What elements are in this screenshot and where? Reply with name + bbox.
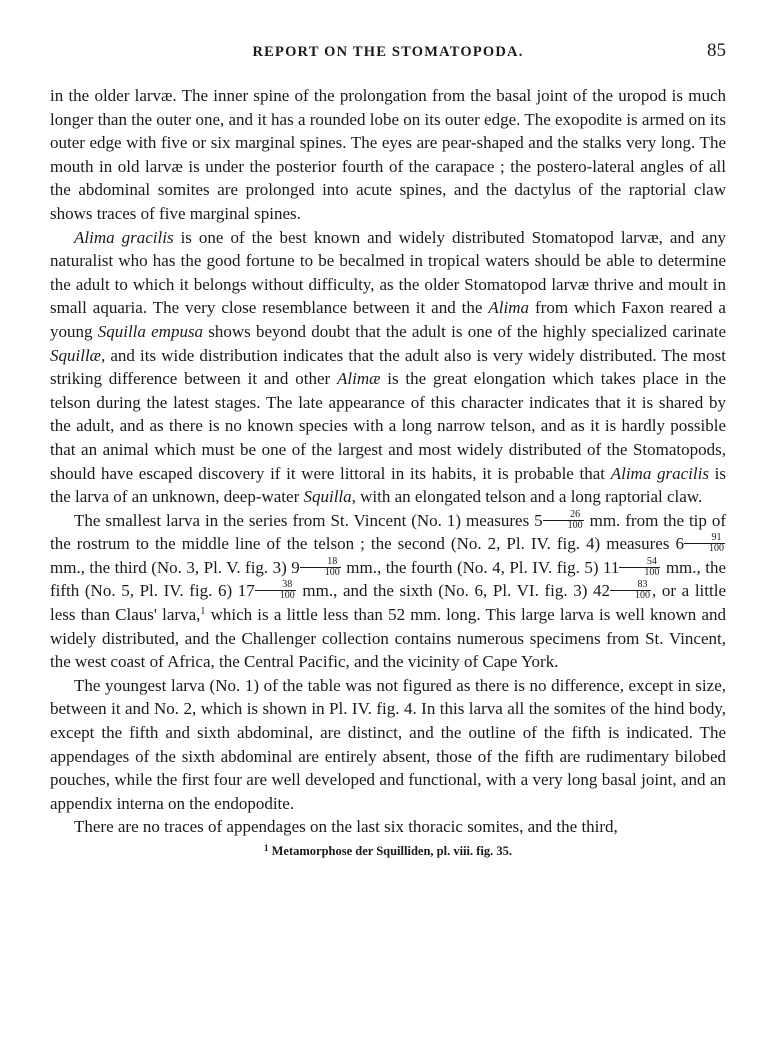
paragraph-5 (50, 815, 726, 839)
fraction (300, 557, 341, 578)
genus-name: Alimæ (337, 369, 381, 389)
page-number: 85 (707, 40, 726, 61)
genus-name: Alima (488, 298, 530, 318)
paragraph-1 (50, 84, 726, 226)
text-run: mm., the third (No. 3, Pl. V. fig. 3) 9 (50, 557, 300, 577)
running-head: REPORT ON THE STOMATOPODA. (252, 44, 524, 60)
paragraph-1-text: in the older larvæ. The inner spine of the prolongation from the basal joint of the uropod is much longer than the outer one, and it has a rounded lobe on its outer edge. The exopodite is armed on its outer edge with five or six marginal spines. The eyes are pear-shaped and the stalks very long. The mouth in old larvæ is under the posterior fourth of the carapace ; the postero-lateral angles of all the abdominal somites are prolonged into acute spines, and the dactylus of the raptorial claw shows traces of five marginal spines. (50, 86, 726, 223)
paragraph-5-text: There are no traces of appendages on the last six thoracic somites, and the third, (74, 817, 618, 837)
text-run: is one of the best known and widely distributed Stomatopod larvæ, and any naturalist who has the good fortune to be becalmed in tropical waters should be able to determine the adult to which it belongs without difficulty, as the older Stomatopod larvæ thrive and moult in small aquaria. The very close resemblance between it and the (50, 227, 726, 318)
text-run: which is a little less than 52 mm. long. This large larva is well known and widely distributed, and the Challenger collection contains numerous specimens from St. Vincent, the west coast of Africa, the Central Pacific, and the vicinity of Cape York. (50, 605, 726, 672)
fraction-denominator: 100 (709, 543, 724, 555)
fraction (255, 580, 296, 601)
fraction-denominator: 100 (635, 590, 650, 602)
text-run: , and its wide distribution indicates that the adult also is very widely distributed. The most striking difference between it and other (50, 345, 726, 389)
text-run: is the great elongation which takes place in the telson during the latest stages. The late appearance of this character indicates that it is shared by the adult, and as there is no known species with a long narrow telson, and as it is hardly possible that an animal which must be one of the largest and most widely distributed of the Stomatopods, should have escaped discovery if it were littoral in its habits, it is probable that (50, 369, 726, 483)
body-text (50, 84, 726, 839)
text-run: mm., and the sixth (No. 6, Pl. VI. fig. 3) 42 (296, 581, 610, 601)
fraction-numerator: 54 (619, 557, 660, 568)
text-run: The smallest larva in the series from St. Vincent (No. 1) measures 5 (74, 510, 543, 530)
fraction-numerator: 38 (255, 580, 296, 591)
paragraph-4-text: The youngest larva (No. 1) of the table was not figured as there is no difference, except in size, between it and No. 2, which is shown in Pl. IV. fig. 4. In this larva all the somites of the hind body, except the fifth and sixth abdominal, are distinct, and the outline of the fifth is indicated. The appendages of the sixth abdominal are entirely absent, those of the fifth are rudimentary bilobed pouches, while the first four are well developed and functional, with a very long basal joint, and an appendix interna on the endopodite. (50, 675, 726, 813)
text-run: shows beyond doubt that the adult is one of the highly specialized carinate (203, 321, 727, 341)
document-page (50, 40, 726, 859)
fraction (543, 510, 584, 531)
footnote (50, 843, 726, 859)
text-run: , or a little less than Claus' larva, (50, 581, 726, 625)
genus-name: Squillæ (50, 345, 102, 365)
species-name: Alima gracilis (610, 463, 709, 483)
fraction-denominator: 100 (279, 590, 295, 602)
footnote-marker[interactable]: 1 (200, 606, 206, 618)
fraction-numerator: 26 (543, 510, 584, 521)
fraction-denominator: 100 (644, 566, 660, 578)
species-name: Squilla empusa (97, 321, 204, 341)
text-run: from which Faxon reared a young (50, 298, 726, 341)
species-name: Alima gracilis (74, 227, 174, 247)
fraction-numerator: 91 (684, 533, 725, 544)
footnote-number: 1 (263, 843, 269, 853)
text-run: , with an elongated telson and a long raptorial claw. (351, 487, 703, 507)
genus-name: Squilla (303, 487, 352, 507)
text-run: mm. from the tip of the rostrum to the middle line of the telson ; the second (No. 2, Pl. IV. fig. 4) measures 6 (50, 510, 726, 554)
text-run: is the larva of an unknown, deep-water (50, 463, 726, 507)
paragraph-3 (50, 509, 726, 674)
paragraph-4 (50, 674, 726, 816)
fraction-denominator: 100 (324, 566, 340, 578)
fraction (684, 533, 725, 554)
text-run: mm., the fourth (No. 4, Pl. IV. fig. 5) 11 (341, 557, 620, 577)
fraction-numerator: 83 (610, 580, 651, 591)
page-header (50, 40, 726, 68)
paragraph-2 (50, 226, 726, 509)
fraction-denominator: 100 (567, 519, 583, 531)
text-run: mm., the fifth (No. 5, Pl. IV. fig. 6) 17 (50, 557, 727, 601)
footnote-text: Metamorphose der Squilliden, pl. viii. fig. 35. (268, 844, 513, 858)
fraction (610, 580, 651, 601)
fraction (619, 557, 660, 578)
fraction-numerator: 18 (300, 557, 341, 568)
